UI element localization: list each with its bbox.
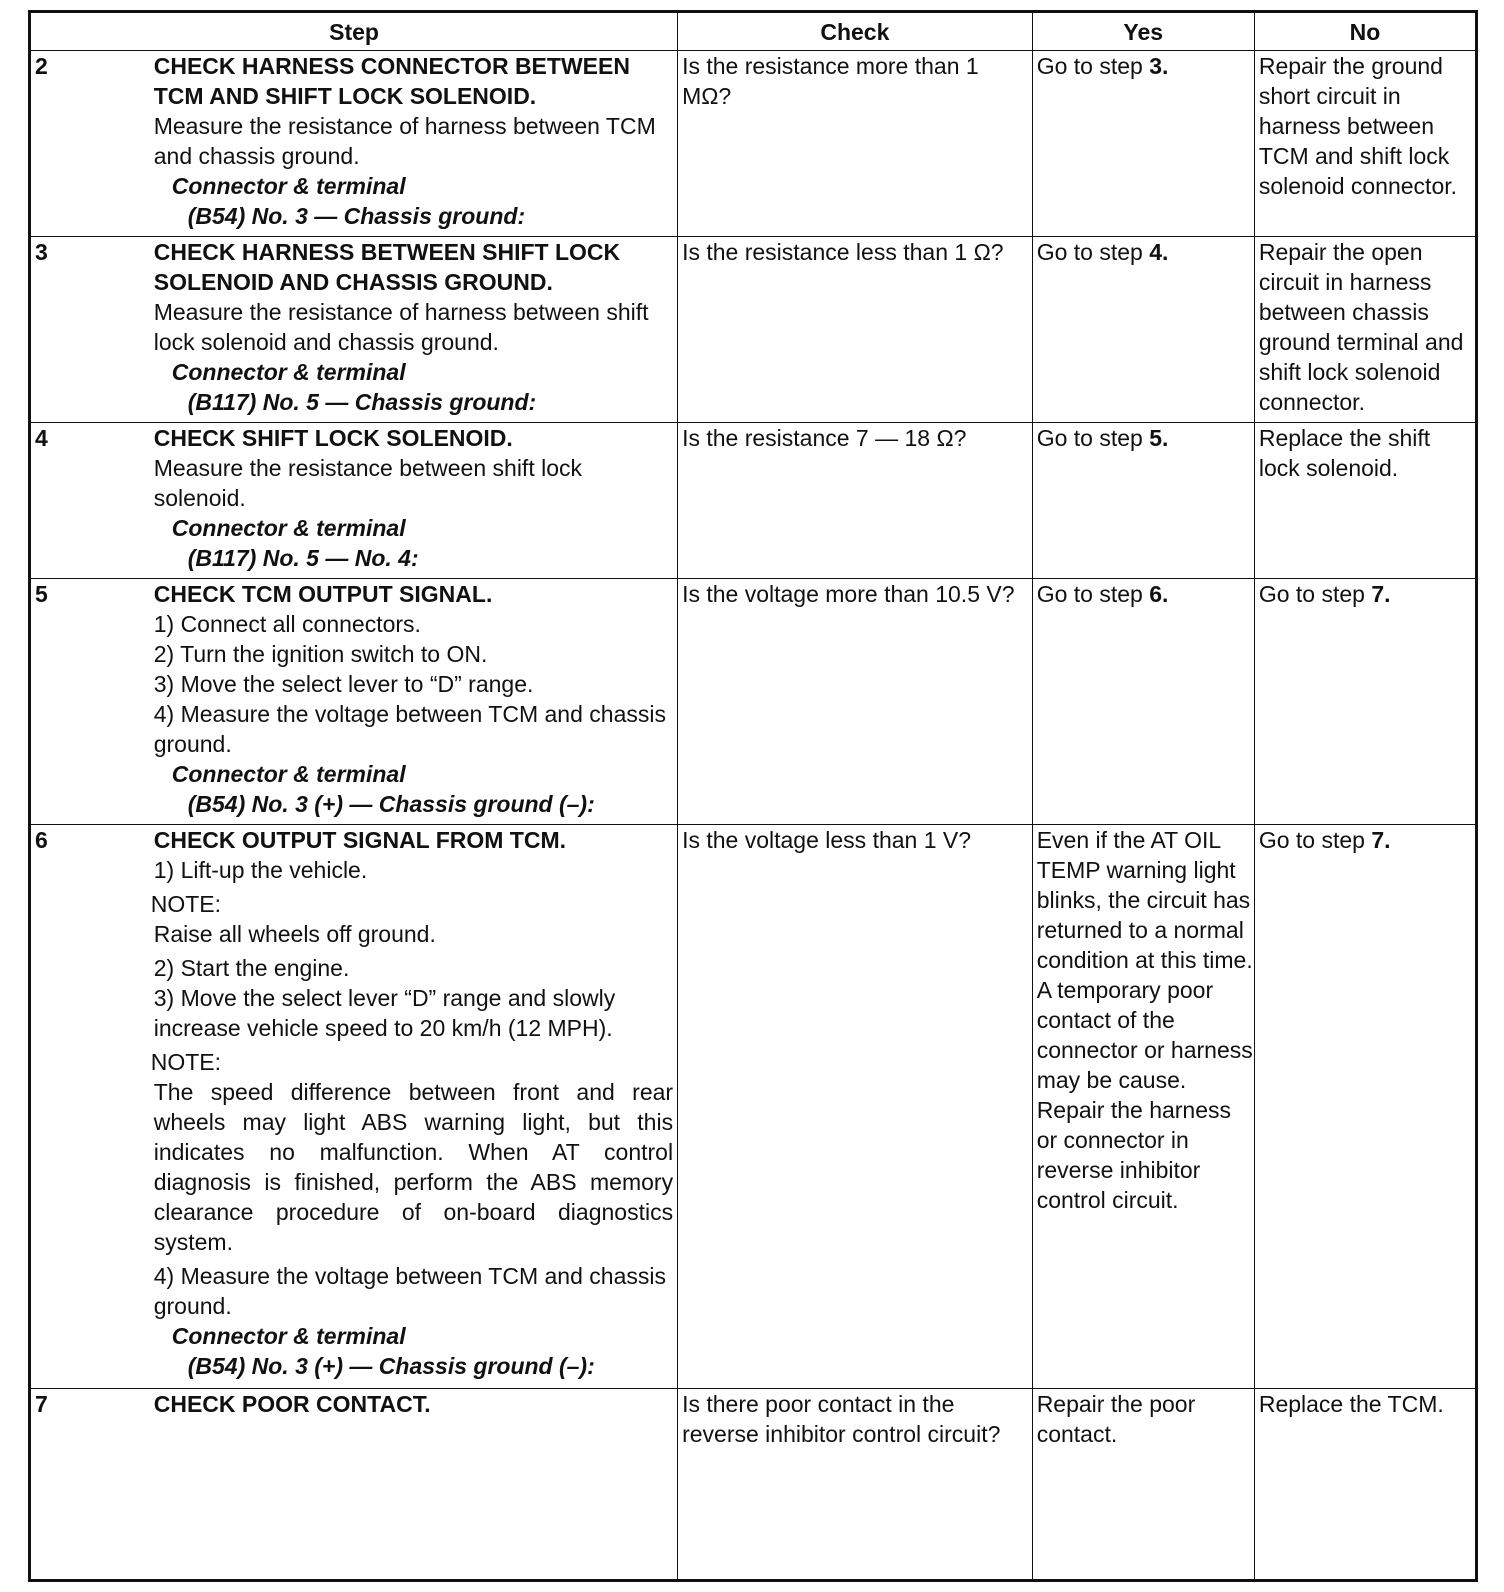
yes-cell: Repair the poor contact.: [1032, 1389, 1254, 1581]
yes-cell: [1032, 51, 1254, 237]
step-number: 4: [30, 423, 150, 579]
check-cell: Is the voltage more than 10.5 V?: [678, 579, 1033, 825]
note-label: NOTE:: [150, 1049, 222, 1075]
connector-label: Connector & terminal: [171, 1323, 406, 1349]
connector-value: (B54) No. 3 (+) — Chassis ground (–):: [187, 1353, 595, 1379]
step-title: CHECK HARNESS CONNECTOR BETWEEN TCM AND SHIFT LOCK SOLENOID.: [153, 53, 630, 109]
connector-value: (B54) No. 3 (+) — Chassis ground (–):: [187, 791, 595, 817]
procedure-step: 3) Move the select lever to “D” range.: [153, 671, 534, 697]
step-description: Measure the resistance of harness between shift lock solenoid and chassis ground.: [153, 299, 649, 355]
table-row: [30, 825, 1477, 1389]
note-label: NOTE:: [150, 891, 222, 917]
no-cell: Repair the open circuit in harness between chassis ground terminal and shift lock solenoid connector.: [1254, 237, 1476, 423]
connector-label: Connector & terminal: [171, 359, 406, 385]
step-cell: [150, 423, 678, 579]
yes-cell: [1032, 579, 1254, 825]
table-row: [30, 423, 1477, 579]
procedure-step: 2) Turn the ignition switch to ON.: [153, 641, 488, 667]
procedure-step: 4) Measure the voltage between TCM and chassis ground.: [153, 1263, 666, 1319]
table-row: [30, 579, 1477, 825]
step-number: 5: [30, 579, 150, 825]
yes-prefix: Go to step: [1036, 425, 1150, 451]
check-cell: Is there poor contact in the reverse inhibitor control circuit?: [678, 1389, 1033, 1581]
connector-value: (B117) No. 5 — Chassis ground:: [187, 389, 537, 415]
step-number: 2: [30, 51, 150, 237]
no-cell: Repair the ground short circuit in harness between TCM and shift lock solenoid connector.: [1254, 51, 1476, 237]
connector-label: Connector & terminal: [171, 173, 406, 199]
yes-prefix: Go to step: [1036, 239, 1150, 265]
header-check: Check: [678, 12, 1033, 51]
no-cell: Replace the shift lock solenoid.: [1254, 423, 1476, 579]
yes-cell: Even if the AT OIL TEMP warning light blinks, the circuit has returned to a normal condition at this time. A temporary poor contact of the connector or harness may be cause. Repair the harness or connector in reverse inhibitor control circuit.: [1032, 825, 1254, 1389]
check-cell: Is the resistance less than 1 Ω?: [678, 237, 1033, 423]
header-no: No: [1254, 12, 1476, 51]
step-title: CHECK SHIFT LOCK SOLENOID.: [153, 425, 513, 451]
no-cell: [1254, 579, 1476, 825]
yes-step-ref: 3.: [1149, 53, 1169, 79]
connector-label: Connector & terminal: [171, 761, 406, 787]
check-cell: Is the resistance more than 1 MΩ?: [678, 51, 1033, 237]
step-cell: [150, 237, 678, 423]
step-description: Measure the resistance between shift lock solenoid.: [153, 455, 583, 511]
table-row: [30, 237, 1477, 423]
yes-step-ref: 5.: [1149, 425, 1169, 451]
step-number: 7: [30, 1389, 150, 1581]
yes-step-ref: 6.: [1149, 581, 1169, 607]
procedure-step: 1) Connect all connectors.: [153, 611, 421, 637]
step-title: CHECK HARNESS BETWEEN SHIFT LOCK SOLENOID AND CHASSIS GROUND.: [153, 239, 621, 295]
step-cell: [150, 1389, 678, 1581]
step-number: 6: [30, 825, 150, 1389]
no-step-ref: 7.: [1371, 827, 1391, 853]
procedure-step: 4) Measure the voltage between TCM and chassis ground.: [153, 701, 666, 757]
yes-prefix: Go to step: [1036, 53, 1150, 79]
check-cell: Is the resistance 7 — 18 Ω?: [678, 423, 1033, 579]
connector-label: Connector & terminal: [171, 515, 406, 541]
no-cell: [1254, 825, 1476, 1389]
no-prefix: Go to step: [1258, 581, 1372, 607]
table-header-row: [30, 12, 1477, 51]
no-cell: Replace the TCM.: [1254, 1389, 1476, 1581]
yes-cell: [1032, 423, 1254, 579]
no-prefix: Go to step: [1258, 827, 1372, 853]
yes-prefix: Go to step: [1036, 581, 1150, 607]
step-number: 3: [30, 237, 150, 423]
procedure-step: 2) Start the engine.: [153, 955, 350, 981]
connector-value: (B54) No. 3 — Chassis ground:: [187, 203, 526, 229]
table-row: [30, 51, 1477, 237]
table-row: [30, 1389, 1477, 1581]
no-step-ref: 7.: [1371, 581, 1391, 607]
step-cell: [150, 579, 678, 825]
step-title: CHECK POOR CONTACT.: [153, 1391, 431, 1417]
step-title: CHECK OUTPUT SIGNAL FROM TCM.: [153, 827, 567, 853]
connector-value: (B117) No. 5 — No. 4:: [187, 545, 419, 571]
diagnostic-table: [28, 10, 1478, 1582]
step-description: Measure the resistance of harness between TCM and chassis ground.: [153, 113, 656, 169]
check-cell: Is the voltage less than 1 V?: [678, 825, 1033, 1389]
header-step: Step: [30, 12, 678, 51]
procedure-step: 1) Lift-up the vehicle.: [153, 857, 368, 883]
procedure-step: 3) Move the select lever “D” range and slowly increase vehicle speed to 20 km/h (12 MPH).: [153, 985, 616, 1041]
note-text: Raise all wheels off ground.: [153, 921, 436, 947]
step-cell: [150, 51, 678, 237]
yes-cell: [1032, 237, 1254, 423]
note-text: The speed difference between front and rear wheels may light ABS warning light, but this indicates no malfunction. When AT control diagnosis is finished, perform the ABS memory clearance procedure of on-board diagnostics system.: [153, 1079, 674, 1255]
yes-step-ref: 4.: [1149, 239, 1169, 265]
step-title: CHECK TCM OUTPUT SIGNAL.: [153, 581, 493, 607]
step-cell: [150, 825, 678, 1389]
header-yes: Yes: [1032, 12, 1254, 51]
